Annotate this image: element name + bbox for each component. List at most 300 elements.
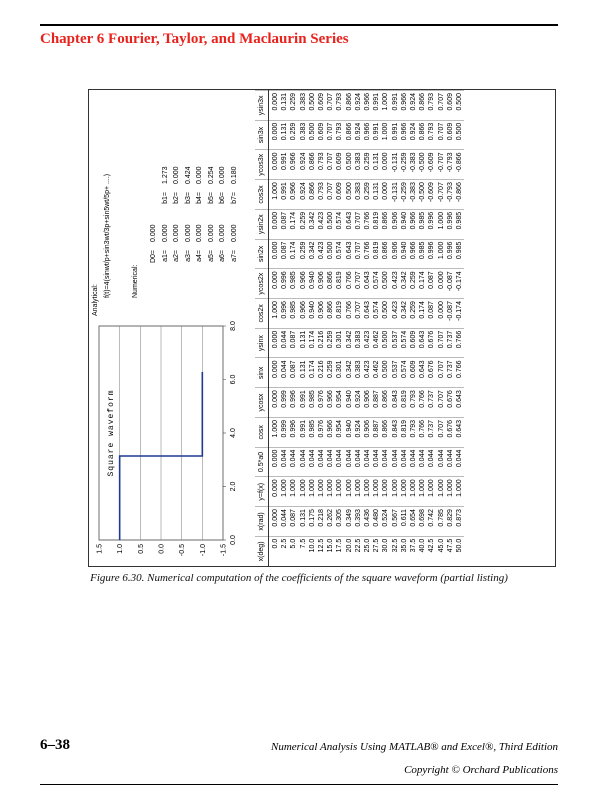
table-cell: 0.609	[317, 120, 326, 150]
table-row	[317, 91, 326, 567]
table-cell: 1.000	[418, 477, 427, 507]
table-cell: 0.609	[409, 328, 418, 358]
table-cell: 0.000	[269, 209, 281, 239]
table-cell: 0.174	[289, 239, 298, 269]
table-cell: 10.0	[308, 536, 317, 566]
table-cell: 0.044	[317, 447, 326, 477]
table-cell: 0.866	[381, 239, 390, 269]
table-cell: 1.000	[280, 477, 289, 507]
table-cell: 0.940	[308, 269, 317, 299]
table-cell: 0.999	[280, 417, 289, 447]
table-cell: 0.609	[446, 120, 455, 150]
table-cell: 0.044	[363, 447, 372, 477]
table-cell: 0.991	[391, 120, 400, 150]
table-cell: -0.174	[455, 299, 464, 329]
table-cell: -0.866	[455, 180, 464, 210]
table-cell: 0.966	[289, 180, 298, 210]
table-cell: 1.000	[372, 477, 381, 507]
coefficient-b-name: b6=	[219, 192, 226, 204]
table-cell: 0.707	[354, 209, 363, 239]
table-cell: 0.966	[409, 209, 418, 239]
table-cell: 45.0	[437, 536, 446, 566]
table-cell: 0.044	[280, 507, 289, 537]
table-cell: 0.609	[409, 358, 418, 388]
table-cell: 0.480	[372, 507, 381, 537]
table-cell: 0.044	[280, 358, 289, 388]
table-cell: 1.000	[269, 180, 281, 210]
table-cell: 0.259	[363, 150, 372, 180]
table-cell: 0.383	[354, 180, 363, 210]
table-cell: 0.383	[299, 120, 308, 150]
table-cell: 0.087	[427, 299, 436, 329]
table-cell: 0.996	[427, 239, 436, 269]
table-cell: 0.087	[427, 269, 436, 299]
table-cell: 0.301	[335, 358, 344, 388]
coefficient-b-name: b3=	[184, 192, 192, 204]
table-cell: 0.793	[427, 91, 436, 121]
table-row	[427, 91, 436, 567]
table-cell: 0.643	[363, 269, 372, 299]
table-row	[326, 91, 335, 567]
table-cell: 0.574	[400, 328, 409, 358]
header-rule	[40, 24, 558, 26]
table-cell: 0.044	[409, 447, 418, 477]
column-header: sin3x	[255, 120, 269, 150]
table-cell: 0.954	[335, 388, 344, 418]
coefficient-b-value: 0.000	[219, 166, 226, 184]
table-cell: -0.707	[437, 150, 446, 180]
table-cell: 0.991	[299, 417, 308, 447]
book-title: Numerical Analysis Using MATLAB® and Excel®, Third Edition	[270, 741, 558, 753]
table-cell: 0.609	[446, 91, 455, 121]
table-cell: 0.643	[345, 239, 354, 269]
table-cell: 0.996	[446, 209, 455, 239]
coefficient-a-name: a5=	[207, 250, 215, 262]
table-cell: 0.676	[446, 388, 455, 418]
table-cell: 0.131	[280, 120, 289, 150]
table-cell: 0.500	[455, 91, 464, 121]
table-cell: 0.259	[409, 269, 418, 299]
table-cell: 0.462	[372, 358, 381, 388]
table-cell: 0.707	[437, 417, 446, 447]
chart-title: Square waveform	[107, 389, 116, 477]
table-cell: 0.766	[345, 299, 354, 329]
table-cell: 1.000	[381, 91, 390, 121]
table-cell: 0.991	[299, 388, 308, 418]
table-cell: 0.643	[455, 388, 464, 418]
table-cell: 0.500	[381, 358, 390, 388]
y-tick-label: 1.5	[96, 544, 104, 554]
table-cell: 0.574	[335, 239, 344, 269]
table-cell: 0.574	[372, 269, 381, 299]
table-cell: 0.044	[455, 447, 464, 477]
table-cell: 0.996	[289, 388, 298, 418]
table-cell: 0.044	[446, 447, 455, 477]
table-cell: 0.924	[354, 417, 363, 447]
table-cell: 25.0	[363, 536, 372, 566]
table-cell: -0.866	[455, 150, 464, 180]
table-cell: 0.044	[335, 447, 344, 477]
table-cell: 0.793	[335, 91, 344, 121]
table-cell: 1.000	[308, 477, 317, 507]
column-header: cos2x	[255, 299, 269, 329]
table-row	[381, 91, 390, 567]
table-cell: 0.342	[345, 328, 354, 358]
table-cell: 0.966	[363, 91, 372, 121]
table-cell: 1.000	[269, 299, 281, 329]
x-tick-label: 0.0	[230, 535, 237, 545]
table-cell: 0.044	[289, 447, 298, 477]
table-cell: 0.609	[335, 180, 344, 210]
analytical-label: Analytical:	[92, 284, 99, 316]
table-cell: 1.000	[354, 477, 363, 507]
table-cell: 1.000	[446, 477, 455, 507]
table-cell: 0.866	[308, 180, 317, 210]
table-cell: 0.737	[427, 388, 436, 418]
table-cell: 1.000	[289, 477, 298, 507]
table-cell: -0.707	[437, 180, 446, 210]
table-cell: 0.737	[446, 358, 455, 388]
table-cell: 0.976	[317, 417, 326, 447]
table-row	[363, 91, 372, 567]
table-cell: 0.793	[409, 417, 418, 447]
table-cell: 0.976	[317, 388, 326, 418]
table-cell: 15.0	[326, 536, 335, 566]
coefficient-b-name: b4=	[196, 192, 203, 204]
table-cell: 0.966	[326, 417, 335, 447]
table-cell: 0.574	[400, 358, 409, 388]
table-cell: 0.218	[317, 507, 326, 537]
table-cell: 0.940	[308, 299, 317, 329]
table-cell: 0.0	[269, 536, 281, 566]
table-cell: 0.707	[437, 388, 446, 418]
table-cell: 0.819	[372, 209, 381, 239]
table-cell: 0.707	[354, 269, 363, 299]
table-cell: 0.766	[418, 388, 427, 418]
table-cell: 0.985	[455, 239, 464, 269]
table-cell: 0.342	[308, 239, 317, 269]
table-cell: 0.737	[446, 328, 455, 358]
table-cell: 27.5	[372, 536, 381, 566]
table-cell: 0.216	[317, 328, 326, 358]
table-cell: 0.342	[400, 269, 409, 299]
coefficient-a-name: a4=	[196, 250, 203, 262]
table-cell: 0.174	[308, 328, 317, 358]
table-cell: 0.843	[391, 388, 400, 418]
table-cell: 0.000	[269, 120, 281, 150]
table-cell: 0.500	[308, 120, 317, 150]
table-cell: 0.383	[354, 150, 363, 180]
table-cell: 0.301	[335, 328, 344, 358]
page-number: 6–38	[40, 737, 70, 753]
coefficient-a-name: a1=	[161, 250, 169, 262]
table-cell: 0.866	[308, 150, 317, 180]
table-cell: 1.000	[455, 477, 464, 507]
table-cell: 0.785	[437, 507, 446, 537]
table-cell: 0.873	[455, 507, 464, 537]
table-cell: 0.342	[400, 299, 409, 329]
table-cell: 0.940	[400, 239, 409, 269]
table-row	[335, 91, 344, 567]
table-cell: 0.793	[335, 120, 344, 150]
coefficient-a-name: a7=	[230, 250, 238, 262]
table-cell: 0.707	[354, 299, 363, 329]
x-tick-label: 6.0	[230, 374, 237, 385]
table-cell: 0.044	[418, 447, 427, 477]
table-cell: 0.000	[269, 269, 281, 299]
table-cell: -0.609	[427, 180, 436, 210]
table-cell: 0.924	[299, 180, 308, 210]
table-cell: 0.924	[409, 120, 418, 150]
table-cell: 0.707	[326, 91, 335, 121]
x-tick-label: 2.0	[230, 481, 237, 492]
table-cell: 0.131	[299, 358, 308, 388]
table-cell: 0.044	[381, 447, 390, 477]
table-cell: 0.643	[418, 328, 427, 358]
table-cell: 0.707	[437, 120, 446, 150]
table-cell: 0.766	[363, 209, 372, 239]
x-tick-label: 8.0	[230, 321, 237, 331]
analytical-formula: f(t)=4(sinwt/p+sin3wt/3p+sin5wt/5p+ ....)	[104, 173, 111, 298]
table-cell: 0.500	[381, 269, 390, 299]
table-cell: 0.985	[308, 388, 317, 418]
y-tick-label: -1.5	[220, 544, 228, 557]
table-cell: 0.216	[317, 358, 326, 388]
table-cell: 1.000	[269, 417, 281, 447]
column-header: ycos2x	[255, 269, 269, 299]
coefficient-b-value: 0.000	[173, 166, 180, 184]
table-cell: 0.500	[326, 239, 335, 269]
table-cell: 1.000	[345, 477, 354, 507]
table-cell: 0.000	[269, 150, 281, 180]
table-cell: 0.500	[308, 91, 317, 121]
y-tick-label: 0.0	[158, 544, 166, 554]
analytical-panel	[89, 90, 255, 320]
table-cell: -0.259	[400, 150, 409, 180]
table-cell: 0.423	[391, 299, 400, 329]
table-cell: 0.966	[289, 150, 298, 180]
table-cell: 1.000	[400, 477, 409, 507]
table-cell: 1.000	[381, 120, 390, 150]
table-cell: -0.131	[391, 150, 400, 180]
table-cell: 0.000	[437, 269, 446, 299]
table-cell: 0.259	[299, 239, 308, 269]
table-cell: 0.423	[363, 358, 372, 388]
table-cell: 0.609	[317, 91, 326, 121]
table-cell: 0.737	[427, 417, 436, 447]
coefficient-b-name: b5=	[207, 192, 215, 204]
footer-rule	[40, 784, 558, 785]
table-cell: 0.131	[280, 91, 289, 121]
table-cell: 0.819	[400, 388, 409, 418]
table-cell: 0.866	[326, 269, 335, 299]
table-cell: 0.906	[363, 388, 372, 418]
table-cell: 0.985	[289, 299, 298, 329]
table-cell: 0.000	[269, 447, 281, 477]
table-cell: 1.000	[381, 477, 390, 507]
table-cell: 0.866	[345, 91, 354, 121]
table-cell: 0.866	[381, 209, 390, 239]
table-cell: 0.044	[345, 447, 354, 477]
table-row	[455, 91, 464, 567]
table-cell: 0.887	[372, 388, 381, 418]
table-cell: 0.044	[299, 447, 308, 477]
table-cell: 0.000	[269, 91, 281, 121]
table-cell: 0.985	[418, 239, 427, 269]
table-cell: 0.044	[354, 447, 363, 477]
table-cell: 0.423	[317, 209, 326, 239]
table-cell: 0.924	[409, 91, 418, 121]
table-cell: 0.087	[289, 358, 298, 388]
coefficient-a-value: 0.000	[173, 224, 180, 242]
table-cell: 0.996	[280, 269, 289, 299]
square-waveform-chart	[89, 320, 255, 566]
table-cell: 0.866	[381, 388, 390, 418]
table-cell: 0.906	[391, 209, 400, 239]
table-cell: 35.0	[400, 536, 409, 566]
table-cell: 0.906	[317, 269, 326, 299]
table-cell: 0.423	[391, 269, 400, 299]
table-row	[400, 91, 409, 567]
table-cell: 0.342	[345, 358, 354, 388]
table-row	[280, 91, 289, 567]
table-row	[446, 91, 455, 567]
table-cell: 0.259	[409, 299, 418, 329]
table-cell: 0.766	[363, 239, 372, 269]
table-cell: 0.906	[317, 299, 326, 329]
table-cell: 0.000	[437, 299, 446, 329]
coefficient-b-name: b1=	[161, 192, 169, 204]
data-table	[255, 90, 464, 566]
coefficient-b-value: 0.180	[230, 166, 238, 184]
table-cell: 0.707	[437, 358, 446, 388]
table-cell: -0.793	[446, 180, 455, 210]
table-cell: 0.707	[354, 239, 363, 269]
table-cell: 0.393	[354, 507, 363, 537]
table-cell: 0.436	[363, 507, 372, 537]
table-cell: 0.866	[418, 91, 427, 121]
coefficient-b-value: 1.273	[161, 166, 169, 184]
table-cell: 0.383	[354, 358, 363, 388]
table-cell: 0.044	[326, 447, 335, 477]
table-cell: -0.131	[391, 180, 400, 210]
table-cell: 0.305	[335, 507, 344, 537]
table-cell: 0.131	[372, 150, 381, 180]
column-header: ycos3x	[255, 150, 269, 180]
table-cell: 0.423	[317, 239, 326, 269]
table-cell: 7.5	[299, 536, 308, 566]
table-cell: 0.462	[372, 328, 381, 358]
table-cell: 0.999	[280, 388, 289, 418]
table-cell: 0.866	[418, 120, 427, 150]
table-cell: 0.044	[427, 447, 436, 477]
table-cell: 0.259	[289, 120, 298, 150]
table-cell: 0.500	[345, 180, 354, 210]
table-row	[308, 91, 317, 567]
coefficient-a-value: 0.000	[207, 224, 215, 242]
figure-caption: Figure 6.30. Numerical computation of the coefficients of the square waveform (partial listing)	[90, 572, 508, 584]
table-cell: 0.676	[427, 328, 436, 358]
coefficient-a-value: 0.000	[219, 224, 226, 242]
table-cell: 20.0	[345, 536, 354, 566]
table-cell: 0.349	[345, 507, 354, 537]
table-cell: -0.259	[400, 180, 409, 210]
table-cell: 0.924	[354, 120, 363, 150]
table-cell: 0.940	[400, 209, 409, 239]
column-header: ysinx	[255, 328, 269, 358]
table-cell: 0.643	[455, 417, 464, 447]
table-cell: 0.924	[354, 388, 363, 418]
table-cell: -0.793	[446, 150, 455, 180]
table-cell: 0.383	[354, 328, 363, 358]
table-cell: 0.000	[381, 180, 390, 210]
table-cell: 0.174	[289, 209, 298, 239]
column-header: cos3x	[255, 180, 269, 210]
table-cell: 0.819	[400, 417, 409, 447]
coefficient-a-value: 0.000	[161, 224, 169, 242]
table-cell: 0.611	[400, 507, 409, 537]
table-cell: 0.676	[427, 358, 436, 388]
table-cell: 0.044	[372, 447, 381, 477]
table-cell: 0.996	[446, 239, 455, 269]
table-cell: 0.676	[446, 417, 455, 447]
table-cell: -0.087	[446, 269, 455, 299]
table-cell: 0.087	[289, 507, 298, 537]
table-row	[437, 91, 446, 567]
table-cell: 17.5	[335, 536, 344, 566]
table-cell: 0.574	[372, 299, 381, 329]
table-cell: 0.924	[299, 150, 308, 180]
table-cell: 37.5	[409, 536, 418, 566]
table-cell: 0.609	[335, 150, 344, 180]
table-cell: 0.000	[269, 358, 281, 388]
chart-svg	[89, 320, 255, 566]
coefficient-a-name: a3=	[184, 250, 192, 262]
table-cell: 0.966	[299, 299, 308, 329]
table-cell: 0.793	[427, 120, 436, 150]
table-cell: 0.954	[335, 417, 344, 447]
table-row	[289, 91, 298, 567]
table-cell: 0.766	[345, 269, 354, 299]
table-cell: 0.906	[391, 239, 400, 269]
table-cell: 0.500	[381, 328, 390, 358]
table-cell: 2.5	[280, 536, 289, 566]
sheet	[89, 90, 555, 566]
table-cell: 1.000	[437, 209, 446, 239]
table-cell: 0.991	[391, 91, 400, 121]
table-cell: 1.000	[409, 477, 418, 507]
chapter-title: Chapter 6 Fourier, Taylor, and Maclaurin Series	[40, 31, 349, 47]
spreadsheet-figure	[88, 89, 556, 567]
coefficient-b-name: b7=	[230, 192, 238, 204]
table-cell: 0.131	[299, 507, 308, 537]
table-cell: 0.537	[391, 328, 400, 358]
table-cell: 30.0	[381, 536, 390, 566]
column-header: ycosx	[255, 388, 269, 418]
table-cell: -0.500	[418, 150, 427, 180]
numerical-label: Numerical:	[132, 264, 139, 298]
y-tick-label: 0.5	[137, 544, 145, 554]
rotated-sheet	[89, 90, 555, 566]
table-cell: 0.000	[269, 328, 281, 358]
table-cell: 0.991	[280, 180, 289, 210]
table-cell: 0.996	[427, 209, 436, 239]
table-cell: 0.707	[326, 180, 335, 210]
table-cell: 0.707	[326, 150, 335, 180]
table-cell: 0.000	[269, 477, 281, 507]
table-cell: 1.000	[437, 239, 446, 269]
column-header: y=f(x)	[255, 477, 269, 507]
